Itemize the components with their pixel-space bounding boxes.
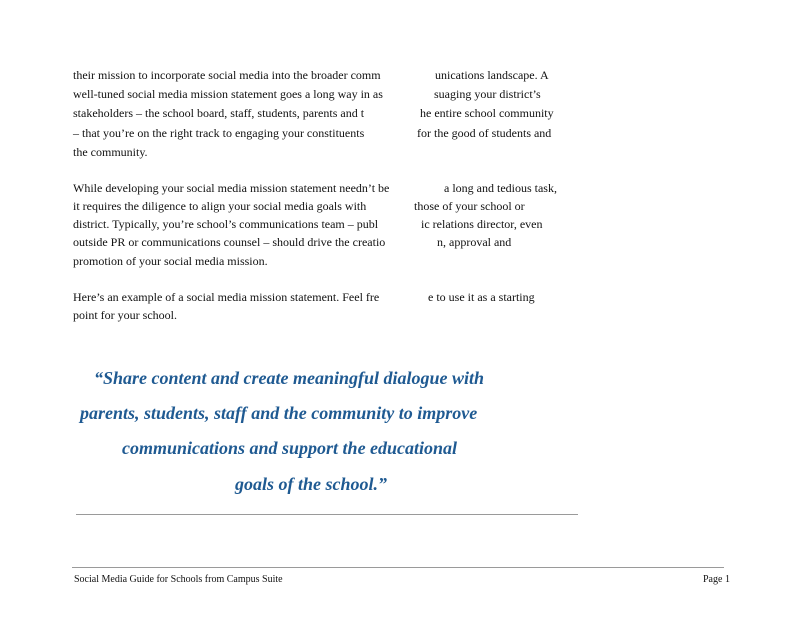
quote-line: goals of the school.” (235, 474, 388, 494)
body-line-right: suaging your district’s (434, 87, 541, 101)
body-line-left: promotion of your social media mission. (73, 254, 268, 268)
body-line (0, 179, 800, 197)
body-line-left: outside PR or communications counsel – should drive the creatio (73, 235, 386, 249)
body-line (0, 104, 800, 122)
body-line (0, 306, 800, 324)
body-line-left: district. Typically, you’re school’s communications team – publ (73, 217, 379, 231)
body-line-right: those of your school or (414, 199, 525, 213)
body-line (0, 215, 800, 233)
body-line (0, 124, 800, 142)
body-line (0, 197, 800, 215)
body-line-left: point for your school. (73, 308, 177, 322)
footer-divider (72, 567, 724, 568)
body-line (0, 66, 800, 84)
quote-line: communications and support the educational (122, 438, 458, 458)
body-line-right: n, approval and (437, 235, 512, 249)
body-line-left: well-tuned social media mission statement goes a long way in as (73, 87, 383, 101)
body-line (0, 233, 800, 251)
body-line-right: for the good of students and (417, 126, 552, 140)
body-line (0, 288, 800, 306)
body-line-left: the community. (73, 145, 148, 159)
body-line (0, 85, 800, 103)
quote-line: parents, students, staff and the community to improve (80, 403, 478, 423)
footer-page-number: Page 1 (703, 574, 730, 585)
body-line-left: their mission to incorporate social media into the broader comm (73, 68, 381, 82)
quote-line: “Share content and create meaningful dialogue with (94, 368, 485, 388)
body-line-left: it requires the diligence to align your social media goals with (73, 199, 367, 213)
body-line (0, 252, 800, 270)
body-line-left: Here’s an example of a social media mission statement. Feel fre (73, 290, 380, 304)
body-line-left: stakeholders – the school board, staff, students, parents and t (73, 106, 365, 120)
body-line-right: ic relations director, even (421, 217, 543, 231)
body-line-right: e to use it as a starting (428, 290, 535, 304)
body-line-left: While developing your social media mission statement needn’t be (73, 181, 390, 195)
body-line-left: – that you’re on the right track to engaging your constituents (73, 126, 365, 140)
body-line-right: he entire school community (420, 106, 554, 120)
quote-divider (76, 514, 578, 515)
footer-title: Social Media Guide for Schools from Campus Suite (74, 574, 283, 585)
body-line-right: a long and tedious task, (444, 181, 557, 195)
body-line (0, 143, 800, 161)
body-line-right: unications landscape. A (435, 68, 549, 82)
